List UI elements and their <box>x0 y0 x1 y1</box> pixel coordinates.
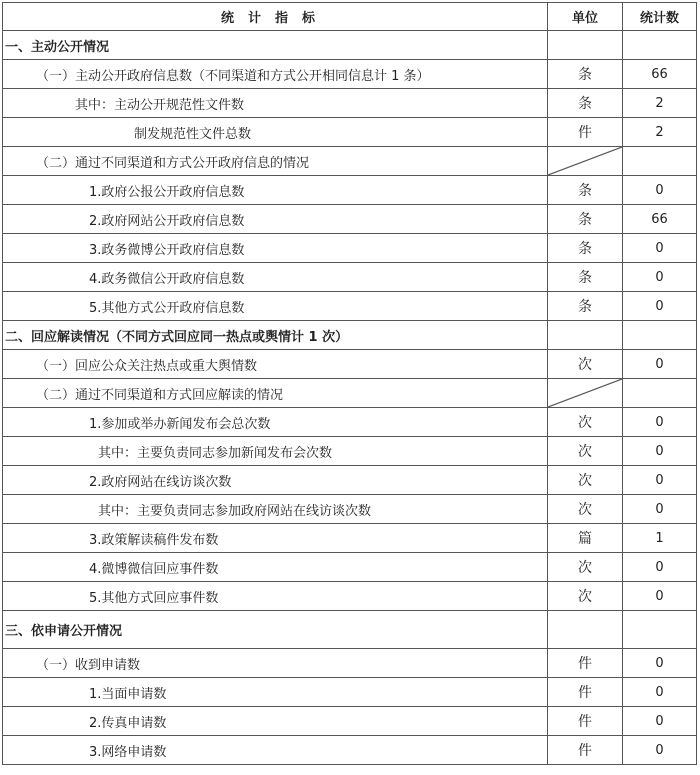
row-label: 其中：主要负责同志参加政府网站在线访谈次数 <box>3 495 548 524</box>
row-value: 0 <box>623 408 697 437</box>
table-row <box>3 678 697 707</box>
row-unit: 条 <box>548 205 623 234</box>
row-value: 2 <box>623 89 697 118</box>
row-label: 4.政务微信公开政府信息数 <box>3 263 548 292</box>
section-title: 一、主动公开情况 <box>3 31 548 60</box>
row-unit: 条 <box>548 176 623 205</box>
row-label: 制发规范性文件总数 <box>3 118 548 147</box>
table-row <box>3 707 697 736</box>
header-indicator: 统计指标 <box>3 3 548 31</box>
row-value: 0 <box>623 263 697 292</box>
row-label: （二）通过不同渠道和方式回应解读的情况 <box>3 379 548 408</box>
row-unit: 件 <box>548 649 623 678</box>
row-unit: 件 <box>548 736 623 765</box>
header-count: 统计数 <box>623 3 697 31</box>
table-row <box>3 437 697 466</box>
statistics-table <box>2 2 697 765</box>
table-row <box>3 524 697 553</box>
row-label: 其中：主要负责同志参加新闻发布会次数 <box>3 437 548 466</box>
row-unit: 次 <box>548 495 623 524</box>
row-value: 0 <box>623 350 697 379</box>
row-label: 5.其他方式公开政府信息数 <box>3 292 548 321</box>
row-value: 0 <box>623 466 697 495</box>
row-unit: 件 <box>548 707 623 736</box>
row-unit: 次 <box>548 350 623 379</box>
row-unit: 次 <box>548 582 623 611</box>
row-unit: 件 <box>548 118 623 147</box>
diagonal-cell <box>548 379 623 408</box>
row-value: 2 <box>623 118 697 147</box>
table-row <box>3 649 697 678</box>
row-label: 3.政策解读稿件发布数 <box>3 524 548 553</box>
row-unit: 条 <box>548 234 623 263</box>
row-label: 4.微博微信回应事件数 <box>3 553 548 582</box>
table-row <box>3 263 697 292</box>
empty-cell <box>623 147 697 176</box>
row-value: 0 <box>623 582 697 611</box>
row-label: （一）收到申请数 <box>3 649 548 678</box>
section-row <box>3 611 697 649</box>
row-label: 5.其他方式回应事件数 <box>3 582 548 611</box>
row-unit: 次 <box>548 466 623 495</box>
section-row <box>3 31 697 60</box>
row-label: 3.网络申请数 <box>3 736 548 765</box>
table-row <box>3 495 697 524</box>
table-header-row <box>3 3 697 31</box>
empty-cell <box>623 321 697 350</box>
diagonal-line <box>548 379 622 407</box>
table-row <box>3 205 697 234</box>
row-unit: 条 <box>548 292 623 321</box>
row-value: 0 <box>623 678 697 707</box>
table-row <box>3 176 697 205</box>
row-value: 0 <box>623 437 697 466</box>
row-label: 1.当面申请数 <box>3 678 548 707</box>
row-unit: 次 <box>548 437 623 466</box>
row-label: （一）回应公众关注热点或重大舆情数 <box>3 350 548 379</box>
row-value: 66 <box>623 205 697 234</box>
row-unit: 次 <box>548 408 623 437</box>
row-label: 1.参加或举办新闻发布会总次数 <box>3 408 548 437</box>
row-value: 0 <box>623 707 697 736</box>
row-value: 0 <box>623 649 697 678</box>
empty-cell <box>623 379 697 408</box>
table-row <box>3 553 697 582</box>
table-row <box>3 350 697 379</box>
row-label: 2.传真申请数 <box>3 707 548 736</box>
row-label: 2.政府网站在线访谈次数 <box>3 466 548 495</box>
row-value: 0 <box>623 292 697 321</box>
section-row <box>3 321 697 350</box>
table-row <box>3 118 697 147</box>
table-row <box>3 408 697 437</box>
row-value: 0 <box>623 736 697 765</box>
empty-cell <box>548 31 623 60</box>
row-value: 0 <box>623 553 697 582</box>
table-row <box>3 147 697 176</box>
table-row <box>3 89 697 118</box>
row-label: （一）主动公开政府信息数（不同渠道和方式公开相同信息计 1 条） <box>3 60 548 89</box>
row-label: （二）通过不同渠道和方式公开政府信息的情况 <box>3 147 548 176</box>
diagonal-line <box>548 147 622 175</box>
row-label: 3.政务微博公开政府信息数 <box>3 234 548 263</box>
section-title: 三、依申请公开情况 <box>3 611 548 649</box>
table-row <box>3 379 697 408</box>
empty-cell <box>548 611 623 649</box>
row-unit: 件 <box>548 678 623 707</box>
empty-cell <box>623 611 697 649</box>
row-value: 66 <box>623 60 697 89</box>
header-unit: 单位 <box>548 3 623 31</box>
row-label: 1.政府公报公开政府信息数 <box>3 176 548 205</box>
section-title: 二、回应解读情况（不同方式回应同一热点或舆情计 1 次） <box>3 321 548 350</box>
empty-cell <box>623 31 697 60</box>
row-value: 1 <box>623 524 697 553</box>
row-unit: 条 <box>548 89 623 118</box>
row-label: 其中：主动公开规范性文件数 <box>3 89 548 118</box>
row-unit: 条 <box>548 60 623 89</box>
row-value: 0 <box>623 495 697 524</box>
row-label: 2.政府网站公开政府信息数 <box>3 205 548 234</box>
table-row <box>3 234 697 263</box>
diagonal-cell <box>548 147 623 176</box>
empty-cell <box>548 321 623 350</box>
row-unit: 条 <box>548 263 623 292</box>
table-row <box>3 60 697 89</box>
table-row <box>3 582 697 611</box>
row-value: 0 <box>623 176 697 205</box>
row-unit: 次 <box>548 553 623 582</box>
row-value: 0 <box>623 234 697 263</box>
row-unit: 篇 <box>548 524 623 553</box>
table-row <box>3 466 697 495</box>
table-row <box>3 736 697 765</box>
table-row <box>3 292 697 321</box>
